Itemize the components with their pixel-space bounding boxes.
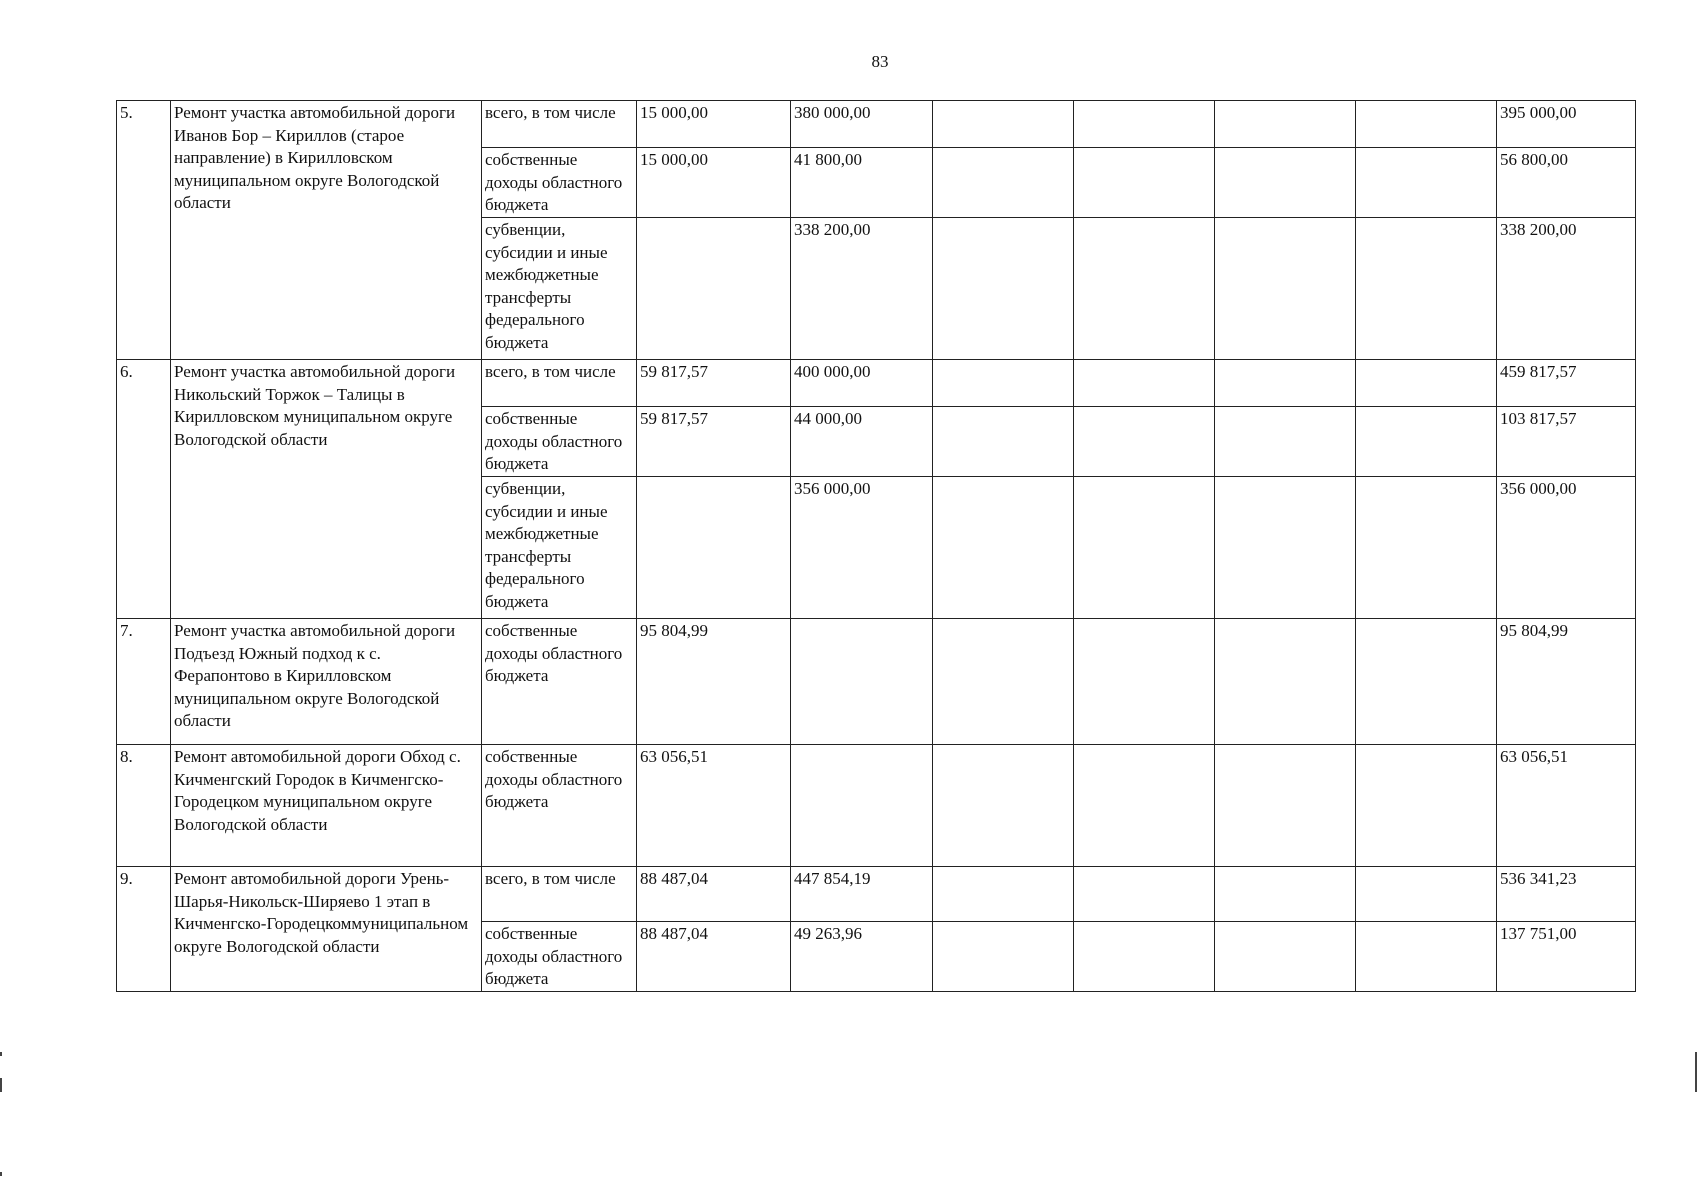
project-name-cell: Ремонт автомобильной дороги Урень-Шарья-Никольск-Ширяево 1 этап в Кичменгско-Городецкоммуниципальном округе Вологодской области bbox=[171, 867, 482, 992]
amount-cell: 338 200,00 bbox=[791, 218, 933, 360]
empty-amount-cell bbox=[1215, 745, 1356, 867]
total-amount-cell: 356 000,00 bbox=[1497, 477, 1636, 619]
amount-cell: 88 487,04 bbox=[637, 922, 791, 992]
amount-cell: 15 000,00 bbox=[637, 148, 791, 218]
amount-cell: 356 000,00 bbox=[791, 477, 933, 619]
empty-amount-cell bbox=[1215, 619, 1356, 745]
empty-amount-cell bbox=[933, 745, 1074, 867]
empty-amount-cell bbox=[1356, 407, 1497, 477]
amount-cell: 59 817,57 bbox=[637, 407, 791, 477]
table-row bbox=[117, 360, 1636, 407]
empty-amount-cell bbox=[1356, 745, 1497, 867]
project-name-cell: Ремонт участка автомобильной дороги Никольский Торжок – Талицы в Кирилловском муниципальном округе Вологодской области bbox=[171, 360, 482, 619]
funding-source-cell: собственные доходы областного бюджета bbox=[482, 148, 637, 218]
empty-amount-cell bbox=[1074, 218, 1215, 360]
funding-source-cell: собственные доходы областного бюджета bbox=[482, 407, 637, 477]
empty-amount-cell bbox=[1074, 867, 1215, 922]
empty-amount-cell bbox=[1074, 407, 1215, 477]
row-number-cell: 6. bbox=[117, 360, 171, 619]
funding-source-cell: всего, в том числе bbox=[482, 101, 637, 148]
empty-amount-cell bbox=[1356, 360, 1497, 407]
empty-amount-cell bbox=[933, 477, 1074, 619]
total-amount-cell: 459 817,57 bbox=[1497, 360, 1636, 407]
scan-edge-mark bbox=[0, 1052, 2, 1056]
total-amount-cell: 137 751,00 bbox=[1497, 922, 1636, 992]
funding-source-cell: субвенции, субсидии и иные межбюджетные трансферты федерального бюджета bbox=[482, 477, 637, 619]
empty-amount-cell bbox=[933, 360, 1074, 407]
empty-amount-cell bbox=[1074, 619, 1215, 745]
amount-cell bbox=[637, 218, 791, 360]
project-name-cell: Ремонт автомобильной дороги Обход с. Кичменгский Городок в Кичменгско-Городецком муниципальном округе Вологодской области bbox=[171, 745, 482, 867]
empty-amount-cell bbox=[1074, 148, 1215, 218]
total-amount-cell: 395 000,00 bbox=[1497, 101, 1636, 148]
empty-amount-cell bbox=[933, 407, 1074, 477]
empty-amount-cell bbox=[933, 148, 1074, 218]
table-row bbox=[117, 867, 1636, 922]
amount-cell: 447 854,19 bbox=[791, 867, 933, 922]
amount-cell bbox=[791, 745, 933, 867]
funding-source-cell: собственные доходы областного бюджета bbox=[482, 745, 637, 867]
empty-amount-cell bbox=[1356, 619, 1497, 745]
page-number: 83 bbox=[871, 52, 889, 71]
empty-amount-cell bbox=[1074, 922, 1215, 992]
amount-cell: 44 000,00 bbox=[791, 407, 933, 477]
amount-cell: 41 800,00 bbox=[791, 148, 933, 218]
row-number-cell: 5. bbox=[117, 101, 171, 360]
empty-amount-cell bbox=[933, 867, 1074, 922]
funding-source-cell: всего, в том числе bbox=[482, 360, 637, 407]
empty-amount-cell bbox=[1074, 360, 1215, 407]
empty-amount-cell bbox=[1215, 148, 1356, 218]
empty-amount-cell bbox=[1215, 477, 1356, 619]
empty-amount-cell bbox=[1074, 745, 1215, 867]
amount-cell: 400 000,00 bbox=[791, 360, 933, 407]
empty-amount-cell bbox=[1074, 477, 1215, 619]
total-amount-cell: 63 056,51 bbox=[1497, 745, 1636, 867]
amount-cell: 15 000,00 bbox=[637, 101, 791, 148]
empty-amount-cell bbox=[933, 101, 1074, 148]
project-name-cell: Ремонт участка автомобильной дороги Иванов Бор – Кириллов (старое направление) в Кирилловском муниципальном округе Вологодской области bbox=[171, 101, 482, 360]
empty-amount-cell bbox=[1215, 407, 1356, 477]
amount-cell: 380 000,00 bbox=[791, 101, 933, 148]
total-amount-cell: 56 800,00 bbox=[1497, 148, 1636, 218]
empty-amount-cell bbox=[1215, 360, 1356, 407]
amount-cell bbox=[637, 477, 791, 619]
table-row bbox=[117, 619, 1636, 745]
amount-cell: 49 263,96 bbox=[791, 922, 933, 992]
empty-amount-cell bbox=[1215, 218, 1356, 360]
empty-amount-cell bbox=[1215, 101, 1356, 148]
empty-amount-cell bbox=[1356, 922, 1497, 992]
empty-amount-cell bbox=[1074, 101, 1215, 148]
scan-edge-mark bbox=[0, 1078, 2, 1092]
empty-amount-cell bbox=[1356, 218, 1497, 360]
empty-amount-cell bbox=[933, 922, 1074, 992]
empty-amount-cell bbox=[933, 218, 1074, 360]
amount-cell: 59 817,57 bbox=[637, 360, 791, 407]
empty-amount-cell bbox=[1356, 867, 1497, 922]
funding-source-cell: всего, в том числе bbox=[482, 867, 637, 922]
funding-source-cell: собственные доходы областного бюджета bbox=[482, 922, 637, 992]
total-amount-cell: 95 804,99 bbox=[1497, 619, 1636, 745]
total-amount-cell: 536 341,23 bbox=[1497, 867, 1636, 922]
amount-cell: 88 487,04 bbox=[637, 867, 791, 922]
empty-amount-cell bbox=[1215, 867, 1356, 922]
table-row bbox=[117, 101, 1636, 148]
empty-amount-cell bbox=[1356, 101, 1497, 148]
empty-amount-cell bbox=[1356, 148, 1497, 218]
funding-source-cell: субвенции, субсидии и иные межбюджетные трансферты федерального бюджета bbox=[482, 218, 637, 360]
amount-cell: 63 056,51 bbox=[637, 745, 791, 867]
table-row bbox=[117, 745, 1636, 867]
funding-source-cell: собственные доходы областного бюджета bbox=[482, 619, 637, 745]
amount-cell: 95 804,99 bbox=[637, 619, 791, 745]
row-number-cell: 9. bbox=[117, 867, 171, 992]
empty-amount-cell bbox=[1356, 477, 1497, 619]
row-number-cell: 8. bbox=[117, 745, 171, 867]
amount-cell bbox=[791, 619, 933, 745]
total-amount-cell: 338 200,00 bbox=[1497, 218, 1636, 360]
project-name-cell: Ремонт участка автомобильной дороги Подъезд Южный подход к с. Ферапонтово в Кирилловском муниципальном округе Вологодской области bbox=[171, 619, 482, 745]
row-number-cell: 7. bbox=[117, 619, 171, 745]
total-amount-cell: 103 817,57 bbox=[1497, 407, 1636, 477]
scan-edge-mark bbox=[0, 1172, 2, 1176]
road-repair-funding-table bbox=[116, 100, 1636, 992]
empty-amount-cell bbox=[1215, 922, 1356, 992]
empty-amount-cell bbox=[933, 619, 1074, 745]
